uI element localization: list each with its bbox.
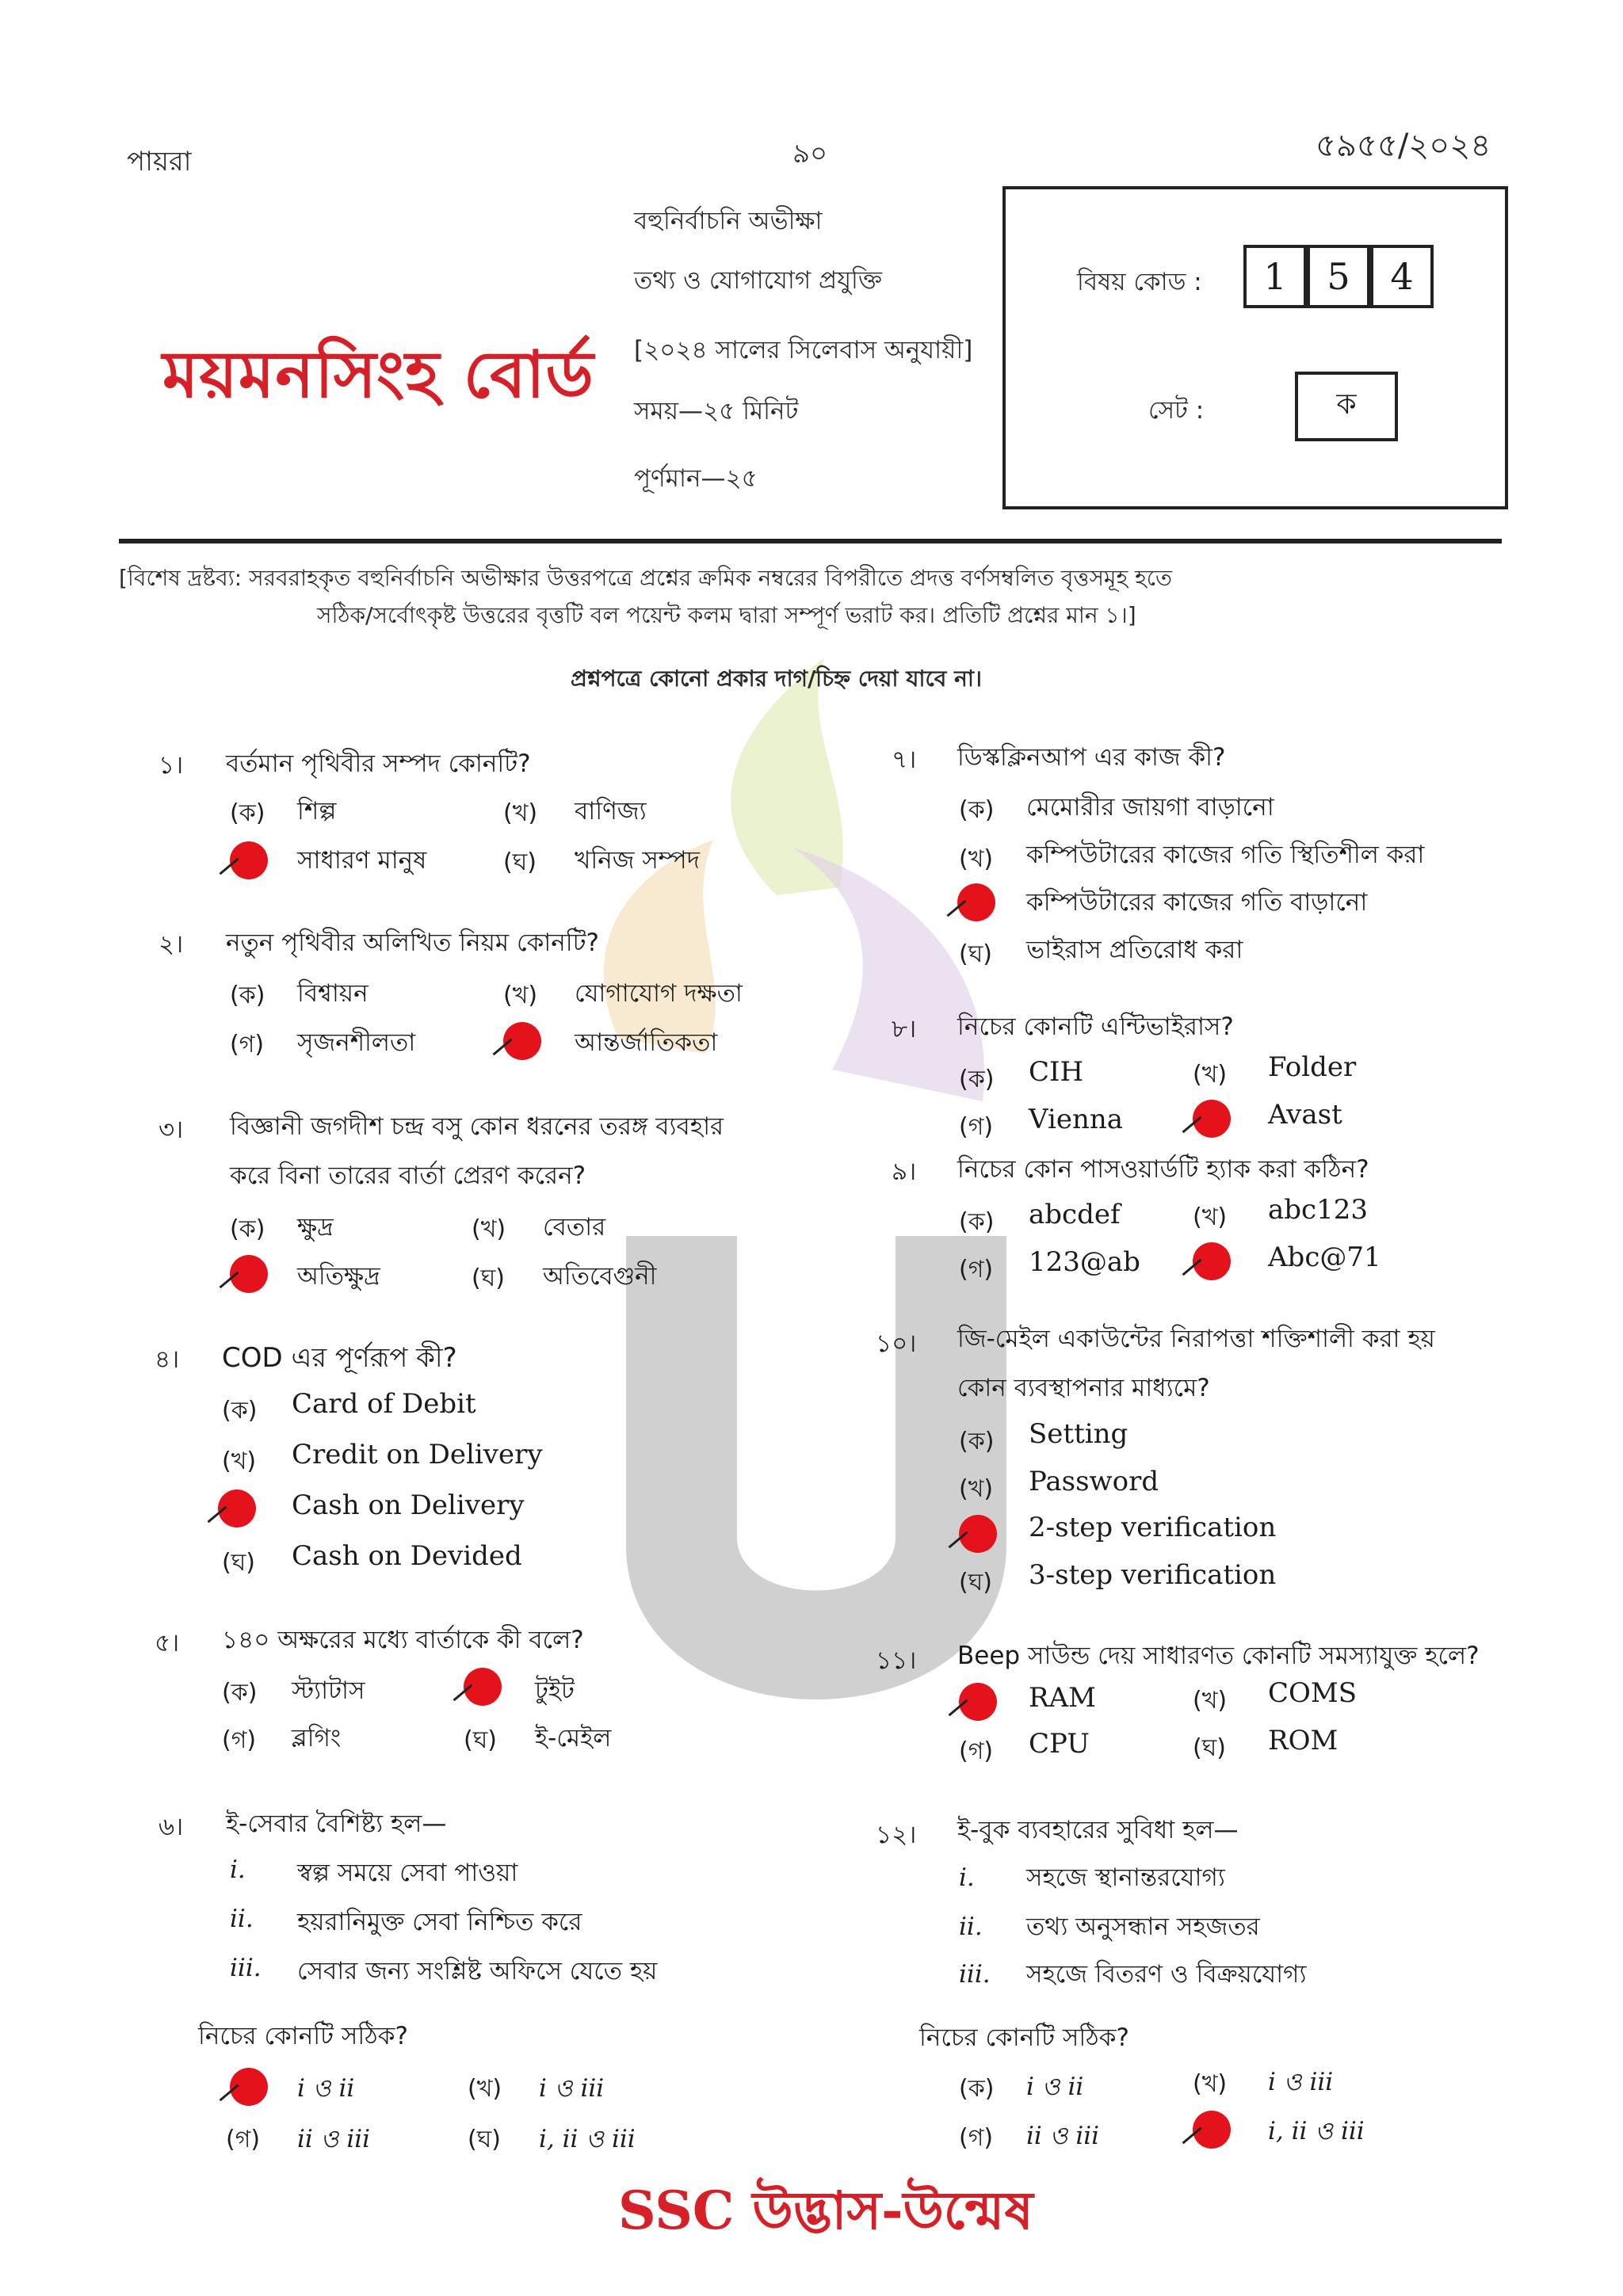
question-prompt: নিচের কোনটি সঠিক? [919, 2023, 1129, 2052]
option-text: i ও ii [1026, 2073, 1084, 2101]
question-number: ৬। [158, 1813, 184, 1841]
subject-code-box [1002, 186, 1508, 509]
selected-answer-mark [959, 1683, 997, 1721]
option-text: কম্পিউটারের কাজের গতি স্থিতিশীল করা [1026, 841, 1425, 869]
selected-answer-mark [1193, 1242, 1231, 1280]
question-number: ৯। [892, 1158, 917, 1186]
option-label: (গ) [959, 1737, 994, 1765]
option-text: কম্পিউটারের কাজের গতি বাড়ানো [1026, 888, 1368, 917]
header-divider [119, 539, 1502, 543]
option-text: i ও iii [1268, 2068, 1334, 2096]
option-label: (ক) [230, 1215, 265, 1243]
page-number: ৯০ [792, 138, 828, 170]
question-text: ই-বুক ব্যবহারের সুবিধা হল— [957, 1816, 1239, 1844]
instruction-line-2: সঠিক/সর্বোৎকৃষ্ট উত্তরের বৃত্তটি বল পয়েন্ট কলম দ্বারা সম্পূর্ণ ভরাট কর। প্রতিটি প্রশ্নের মান ১।] [317, 602, 1136, 628]
option-label: (ক) [959, 1066, 995, 1093]
statement-number: ii. [959, 1913, 983, 1941]
option-label: (খ) [1193, 1203, 1228, 1231]
option-text: স্ট্যাটাস [292, 1676, 365, 1705]
option-text: Avast [1268, 1099, 1342, 1131]
document-reference: ৫৯৫৫/২০২৪ [1316, 128, 1491, 164]
selected-answer-mark [1193, 1100, 1231, 1138]
option-label: (খ) [222, 1447, 257, 1475]
option-text: মেমোরীর জায়গা বাড়ানো [1026, 793, 1274, 822]
option-label: (গ) [959, 1113, 994, 1141]
statement-text: সেবার জন্য সংশ্লিষ্ট অফিসে যেতে হয় [297, 1957, 658, 1985]
option-text: আন্তর্জাতিকতা [575, 1028, 718, 1057]
subject-code-digit: 5 [1307, 245, 1370, 308]
option-text: Cash on Devided [292, 1540, 522, 1572]
option-text: RAM [1029, 1682, 1096, 1714]
option-text: Setting [1029, 1418, 1128, 1450]
selected-answer-mark [503, 1022, 541, 1060]
option-text: i, ii ও iii [539, 2125, 636, 2153]
option-label: (ক) [959, 1428, 995, 1455]
option-text: Card of Debit [292, 1388, 476, 1420]
question-text: করে বিনা তারের বার্তা প্রেরণ করেন? [230, 1161, 586, 1190]
option-label: (গ) [222, 1726, 257, 1754]
option-label: (ঘ) [468, 2126, 501, 2153]
option-label: (খ) [959, 1475, 994, 1503]
option-label: (খ) [503, 799, 538, 827]
question-prompt: নিচের কোনটি সঠিক? [198, 2022, 408, 2050]
option-label: (খ) [959, 845, 994, 873]
option-label: (গ) [959, 1256, 994, 1283]
option-text: 2-step verification [1029, 1512, 1277, 1543]
option-text: i, ii ও iii [1268, 2117, 1365, 2145]
option-label: (খ) [468, 2075, 502, 2103]
statement-text: সহজে স্থানান্তরযোগ্য [1026, 1863, 1225, 1892]
option-text: ক্ষুদ্র [297, 1213, 334, 1241]
question-text: ই-সেবার বৈশিষ্ট্য হল— [226, 1810, 447, 1838]
option-text: অতিক্ষুদ্র [297, 1262, 380, 1291]
question-text: COD এর পূর্ণরূপ কী? [222, 1342, 457, 1374]
option-label: (ক) [230, 982, 265, 1009]
set-value: ক [1295, 372, 1398, 441]
option-text: বাণিজ্য [575, 797, 647, 826]
board-title: ময়মনসিংহ বোর্ড [162, 338, 594, 413]
option-text: ই-মেইল [535, 1724, 612, 1753]
statement-number: iii. [230, 1954, 262, 1982]
question-number: ১০। [876, 1329, 917, 1358]
selected-answer-mark [1193, 2111, 1231, 2149]
full-marks: পূর্ণমান—২৫ [634, 464, 758, 493]
footer-brand: SSC উদ্ভাস-উন্মেষ [618, 2180, 1033, 2241]
question-text: নিচের কোন পাসওয়ার্ডটি হ্যাক করা কঠিন? [957, 1155, 1369, 1184]
option-text: i ও iii [539, 2074, 605, 2103]
option-text: 3-step verification [1029, 1559, 1277, 1591]
selected-answer-mark [230, 2068, 268, 2106]
option-text: Vienna [1029, 1104, 1124, 1135]
option-text: বিশ্বায়ন [297, 979, 369, 1008]
question-text: বিজ্ঞানী জগদীশ চন্দ্র বসু কোন ধরনের তরঙ্গ ব্যবহার [230, 1112, 724, 1141]
option-text: Credit on Delivery [292, 1439, 543, 1470]
option-text: সৃজনশীলতা [297, 1028, 416, 1057]
exam-type: বহুনির্বাচনি অভীক্ষা [634, 207, 823, 235]
option-text: ব্লগিং [292, 1724, 342, 1753]
option-label: (ক) [230, 799, 265, 827]
option-text: অতিবেগুনী [543, 1262, 657, 1291]
publisher-label: পায়রা [127, 146, 192, 177]
syllabus-note: [২০২৪ সালের সিলেবাস অনুযায়ী] [634, 336, 973, 364]
question-number: ৩। [158, 1116, 184, 1144]
option-label: (খ) [472, 1215, 506, 1243]
option-text: CPU [1029, 1728, 1090, 1760]
question-number: ১। [158, 751, 184, 780]
option-text: Cash on Delivery [292, 1489, 525, 1521]
subject-code-digit: 4 [1370, 245, 1434, 308]
option-label: (ক) [959, 796, 995, 824]
question-number: ৮। [892, 1015, 917, 1043]
statement-number: i. [959, 1863, 975, 1892]
subject-code-digit: 1 [1243, 245, 1307, 308]
question-number: ১২। [876, 1821, 917, 1849]
question-number: ৭। [892, 746, 917, 774]
option-text: Abc@71 [1268, 1241, 1381, 1273]
selected-answer-mark [957, 883, 995, 921]
statement-text: হয়রানিমুক্ত সেবা নিশ্চিত করে [297, 1908, 582, 1936]
option-label: (খ) [1193, 1061, 1228, 1089]
statement-number: ii. [230, 1905, 254, 1933]
selected-answer-mark [230, 841, 268, 879]
option-label: (খ) [1193, 2070, 1228, 2098]
question-number: ৫। [155, 1629, 180, 1657]
question-text: Beep সাউন্ড দেয় সাধারণত কোনটি সমস্যাযুক্ত হলে? [957, 1642, 1480, 1670]
option-text: ROM [1268, 1725, 1338, 1756]
no-marks-warning: প্রশ্নপত্রে কোনো প্রকার দাগ/চিহ্ন দেয়া যাবে না। [571, 666, 982, 692]
option-label: (গ) [230, 1031, 265, 1058]
statement-text: সহজে বিতরণ ও বিক্রয়যোগ্য [1026, 1960, 1307, 1989]
option-text: ভাইরাস প্রতিরোধ করা [1026, 936, 1243, 964]
option-label: (ঘ) [959, 1569, 992, 1596]
selected-answer-mark [230, 1255, 268, 1293]
statement-text: স্বল্প সময়ে সেবা পাওয়া [297, 1859, 518, 1887]
option-text: সাধারণ মানুষ [297, 846, 427, 875]
selected-answer-mark [218, 1489, 256, 1527]
set-label: সেট : [1148, 396, 1205, 425]
option-text: টুইট [535, 1676, 575, 1705]
option-text: খনিজ সম্পদ [575, 846, 701, 875]
option-text: বেতার [543, 1213, 606, 1241]
option-text: COMS [1268, 1677, 1357, 1709]
option-label: (ঘ) [503, 849, 537, 876]
option-label: (ঘ) [222, 1549, 255, 1577]
option-text: ii ও iii [297, 2125, 371, 2153]
option-label: (ঘ) [1193, 1734, 1226, 1762]
question-text: কোন ব্যবস্থাপনার মাধ্যমে? [957, 1374, 1210, 1402]
option-text: abc123 [1268, 1194, 1368, 1226]
option-label: (ঘ) [464, 1726, 497, 1754]
subject-name: তথ্য ও যোগাযোগ প্রযুক্তি [634, 266, 883, 295]
option-text: Password [1029, 1466, 1159, 1497]
question-text: বর্তমান পৃথিবীর সম্পদ কোনটি? [226, 749, 531, 778]
option-label: (ক) [959, 2075, 995, 2103]
option-text: abcdef [1029, 1199, 1121, 1230]
option-label: (গ) [226, 2126, 261, 2153]
statement-number: iii. [959, 1960, 991, 1989]
option-text: ii ও iii [1026, 2122, 1100, 2150]
option-label: (খ) [503, 982, 538, 1009]
time-limit: সময়—২৫ মিনিট [634, 397, 799, 425]
option-text: 123@ab [1029, 1246, 1140, 1278]
option-text: Folder [1268, 1051, 1357, 1083]
subject-code-label: বিষয় কোড : [1077, 268, 1202, 296]
option-text: CIH [1029, 1056, 1084, 1088]
option-text: যোগাযোগ দক্ষতা [575, 979, 743, 1008]
question-text: ১৪০ অক্ষরের মধ্যে বার্তাকে কী বলে? [222, 1626, 584, 1654]
instruction-line-1: [বিশেষ দ্রষ্টব্য: সরবরাহকৃত বহুনির্বাচনি অভীক্ষার উত্তরপত্রে প্রশ্নের ক্রমিক নম্বরের বিপরীতে প্রদত্ত বর্ণসম্বলিত বৃত্তসমূহ হতে [119, 565, 1173, 591]
statement-number: i. [230, 1855, 246, 1884]
option-label: (গ) [959, 2124, 994, 2152]
option-label: (ঘ) [472, 1264, 505, 1292]
question-text: নতুন পৃথিবীর অলিখিত নিয়ম কোনটি? [226, 929, 599, 957]
option-label: (ক) [959, 1208, 995, 1236]
question-text: ডিস্কক্লিনআপ এর কাজ কী? [957, 743, 1226, 772]
question-number: ১১। [876, 1646, 917, 1675]
question-text: নিচের কোনটি এন্টিভাইরাস? [957, 1013, 1234, 1041]
option-text: শিল্প [297, 797, 337, 826]
question-text: জি-মেইল একাউন্টের নিরাপত্তা শক্তিশালী করা হয় [957, 1325, 1435, 1353]
option-text: i ও ii [297, 2074, 355, 2103]
option-label: (খ) [1193, 1687, 1228, 1714]
option-label: (ক) [222, 1397, 258, 1425]
option-label: (ঘ) [959, 940, 992, 968]
question-number: ২। [158, 930, 184, 959]
selected-answer-mark [959, 1515, 997, 1553]
question-number: ৪। [155, 1345, 180, 1374]
selected-answer-mark [464, 1668, 502, 1706]
option-label: (ক) [222, 1679, 258, 1707]
statement-text: তথ্য অনুসন্ধান সহজতর [1026, 1913, 1260, 1941]
